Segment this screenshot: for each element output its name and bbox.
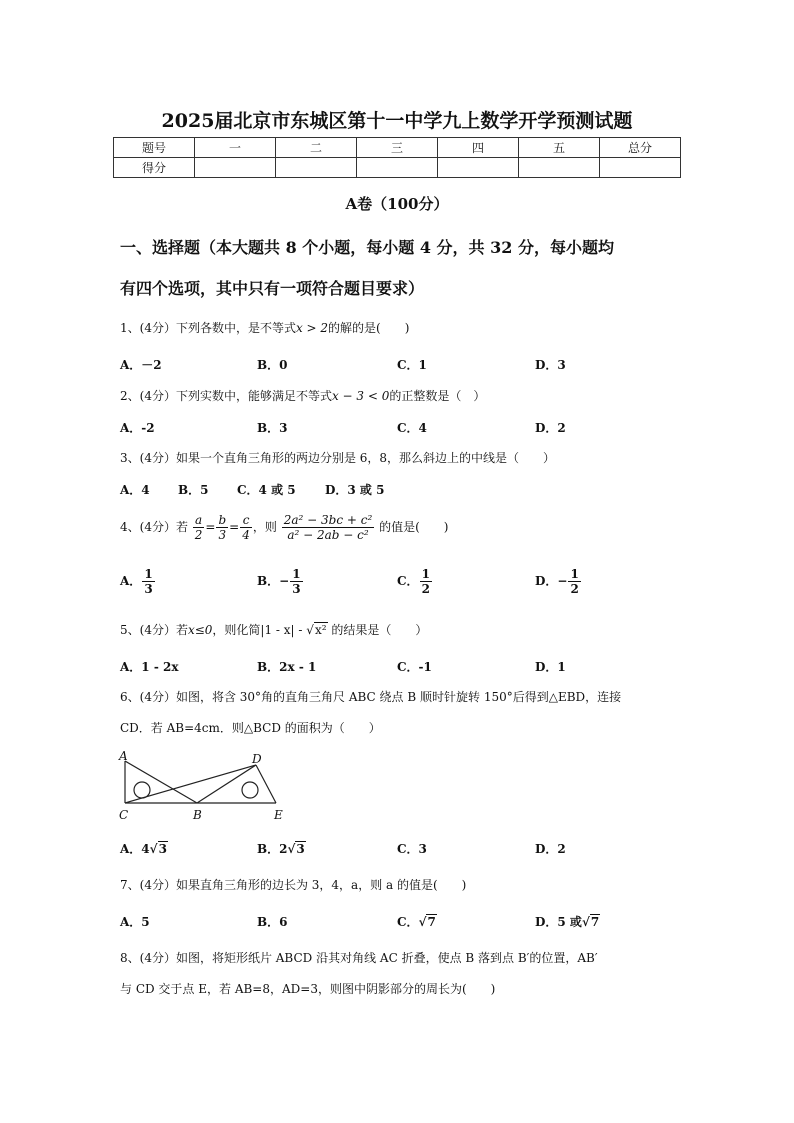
score-cell[interactable] [519, 158, 600, 178]
q6-option-c[interactable]: C．3 [397, 842, 427, 856]
question-text: 2、(4分）下列实数中，能够满足不等式 [120, 389, 332, 403]
score-cell[interactable] [600, 158, 681, 178]
question-3: 3、(4分）如果一个直角三角形的两边分别是 6，8，那么斜边上的中线是（ ） [120, 451, 556, 465]
score-cell[interactable] [357, 158, 438, 178]
section-heading-line2: 有四个选项，其中只有一项符合题目要求） [120, 279, 425, 298]
score-header-cell: 题号 [114, 138, 195, 158]
question-text: 的解的是( ) [328, 321, 410, 335]
score-header-cell: 四 [438, 138, 519, 158]
score-header-cell: 一 [195, 138, 276, 158]
q1-option-b[interactable]: B．0 [257, 358, 288, 372]
question-2 [120, 387, 485, 404]
q5-option-b[interactable]: B．2x - 1 [257, 660, 317, 674]
segment-DE [256, 765, 276, 803]
question-6-line1: 6、(4分）如图，将含 30°角的直角三角尺 ABC 绕点 B 顺时针旋转 150°后得到△EBD，连接 [120, 690, 622, 704]
fraction-c-4: $\frac{c}{4}$ [242, 513, 250, 542]
question-text: 4、(4分）若 [120, 520, 188, 534]
fraction-b-3: $\frac{b}{3}$ [218, 513, 227, 542]
page-title: 2025届北京市东城区第十一中学九上数学开学预测试题 [161, 110, 633, 132]
q3-option-c[interactable]: C．4 或 5 [237, 483, 296, 497]
point-label-A: A [119, 749, 128, 763]
score-header-cell: 五 [519, 138, 600, 158]
q2-option-b[interactable]: B．3 [257, 421, 288, 435]
triangle-rotation-figure [116, 748, 296, 823]
score-header-cell: 二 [276, 138, 357, 158]
q3-option-a[interactable]: A．4 [120, 483, 150, 497]
point-label-C: C [119, 808, 129, 822]
q6-option-b[interactable]: B．2√3 [257, 842, 305, 856]
q7-option-d[interactable]: D．5 或√7 [535, 915, 600, 929]
q4-option-b[interactable]: B．− $\frac{1}{3}$ [257, 567, 301, 596]
score-cell[interactable] [276, 158, 357, 178]
q4-option-a[interactable]: A． $\frac{1}{3}$ [120, 567, 153, 596]
q5-option-d[interactable]: D．1 [535, 660, 566, 674]
inequality: x > 2 [295, 321, 329, 335]
segment-AB [125, 761, 197, 803]
question-5: 5、(4分）若x≤0，则化简|1 - x| - √x² 的结果是（ ） [120, 623, 428, 637]
volume-heading: A卷（100分） [345, 195, 449, 213]
sqrt-expression: √x² [306, 623, 327, 637]
q5-option-a[interactable]: A．1 - 2x [120, 660, 179, 674]
question-8-line1: 8、(4分）如图，将矩形纸片 ABCD 沿其对角线 AC 折叠，使点 B 落到点 B′的位置，AB′ [120, 951, 598, 965]
expression-fraction: $\frac{\text{2a² − 3bc + c²}}{\text{a² − 2ab − c²}}$ [283, 513, 373, 542]
triangle-hole-left [134, 782, 150, 798]
q3-option-d[interactable]: D．3 或 5 [325, 483, 385, 497]
q6-option-d[interactable]: D．2 [535, 842, 566, 856]
score-cell[interactable] [438, 158, 519, 178]
q3-option-b[interactable]: B．5 [178, 483, 209, 497]
question-text: 1、(4分）下列各数中，是不等式 [120, 321, 296, 335]
q7-option-b[interactable]: B．6 [257, 915, 288, 929]
q2-option-c[interactable]: C．4 [397, 421, 427, 435]
score-table [113, 137, 681, 178]
point-label-B: B [193, 808, 202, 822]
triangle-hole-right [242, 782, 258, 798]
score-table-header-row [114, 138, 681, 158]
q1-option-a[interactable]: A．－2 [120, 358, 162, 372]
condition: x≤0 [187, 623, 213, 637]
q1-option-c[interactable]: C．1 [397, 358, 427, 372]
q4-option-d[interactable]: D．− $\frac{1}{2}$ [535, 567, 579, 596]
question-8-line2: 与 CD 交于点 E，若 AB=8，AD=3，则图中阴影部分的周长为( ) [120, 982, 496, 996]
q2-option-d[interactable]: D．2 [535, 421, 566, 435]
point-label-D: D [252, 752, 262, 766]
q2-option-a[interactable]: A．-2 [120, 421, 155, 435]
question-text: ，则 [252, 520, 277, 534]
question-text: 的值是( ) [379, 520, 449, 534]
q4-option-c[interactable]: C． $\frac{1}{2}$ [397, 567, 430, 596]
score-header-cell: 总分 [600, 138, 681, 158]
q7-option-a[interactable]: A．5 [120, 915, 150, 929]
section-heading-line1: 一、选择题（本大题共 8 个小题，每小题 4 分，共 32 分，每小题均 [120, 238, 614, 257]
score-cell[interactable] [195, 158, 276, 178]
question-7: 7、(4分）如果直角三角形的边长为 3，4，a，则 a 的值是( ) [120, 878, 467, 892]
score-row-label: 得分 [114, 158, 195, 178]
question-6-line2: CD．若 AB=4cm．则△BCD 的面积为（ ） [120, 721, 381, 735]
q5-option-c[interactable]: C．-1 [397, 660, 432, 674]
q6-option-a[interactable]: A．4√3 [120, 842, 167, 856]
score-header-cell: 三 [357, 138, 438, 158]
q7-option-c[interactable]: C．√7 [397, 915, 436, 929]
score-table-row [114, 158, 681, 178]
fraction-a-2: $\frac{a}{2}$ [194, 513, 203, 542]
q1-option-d[interactable]: D．3 [535, 358, 566, 372]
question-4: 4、(4分）若 $\frac{a}{2}$ = $\frac{b}{3}$ = $\frac{c}{4}$ ，则 $\frac{\text{2a² − 3bc + c²}}{\text{a² − 2ab − c²}}$ 的值是( ) [120, 513, 449, 542]
point-label-E: E [274, 808, 283, 822]
inequality: x − 3 < 0 [331, 389, 390, 403]
question-1 [120, 319, 409, 336]
question-text: 的正整数是（ ） [389, 389, 486, 403]
